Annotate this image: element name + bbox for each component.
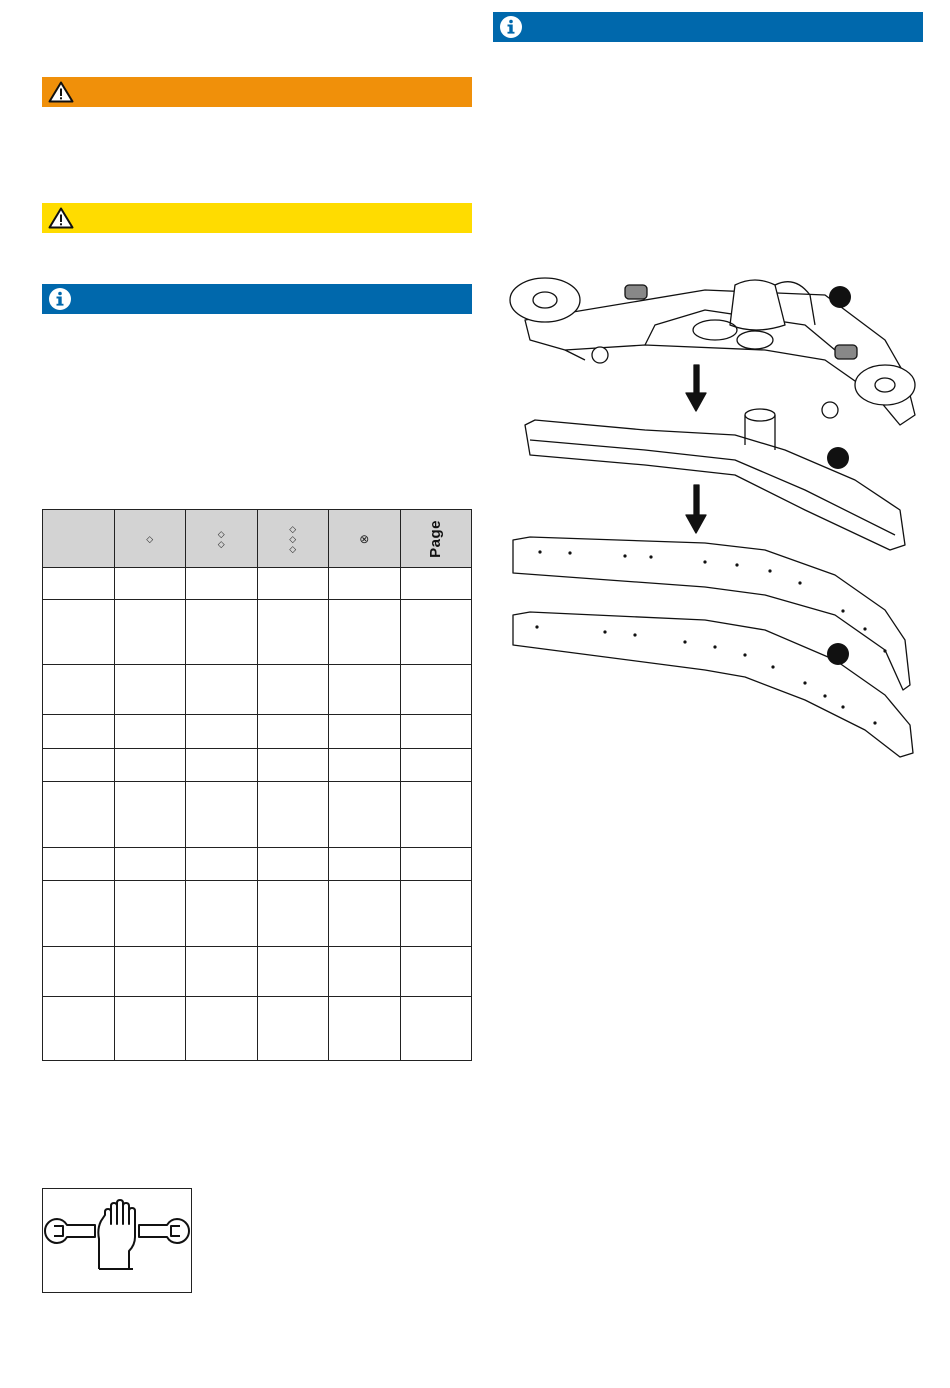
warning-triangle-icon <box>48 81 74 103</box>
table-row <box>43 749 472 782</box>
header-page: Page <box>400 510 472 568</box>
table-row <box>43 600 472 665</box>
callout-marker-2 <box>827 447 849 469</box>
info-circle-icon <box>499 15 523 39</box>
callout-marker-1 <box>829 286 851 308</box>
table-row <box>43 947 472 997</box>
table-row <box>43 665 472 715</box>
header-sym-weekly: ◇ ◇ <box>186 510 258 568</box>
gloves-spanners-icon <box>43 1189 191 1292</box>
header-sym-daily: ◇ <box>114 510 186 568</box>
protective-gloves-box <box>42 1188 192 1293</box>
down-arrow-1 <box>686 365 706 411</box>
caution-bar <box>42 203 472 233</box>
down-arrow-2 <box>686 485 706 533</box>
table-row <box>43 997 472 1061</box>
header-sym-service: ⊗ <box>329 510 401 568</box>
table-row <box>43 715 472 749</box>
header-sym-monthly: ◇ ◇ ◇ <box>257 510 329 568</box>
table-row <box>43 568 472 600</box>
table-row <box>43 881 472 947</box>
info-bar-top-right <box>493 12 923 42</box>
table-row <box>43 848 472 881</box>
squeegee-blade-rear-drawing <box>513 612 913 757</box>
warning-bar <box>42 77 472 107</box>
table-header-row <box>43 510 472 568</box>
caution-triangle-icon <box>48 207 74 229</box>
maintenance-table <box>42 509 472 1061</box>
header-task-cell <box>43 510 115 568</box>
info-bar-left <box>42 284 472 314</box>
squeegee-body-drawing <box>525 409 905 550</box>
squeegee-exploded-diagram <box>505 265 925 765</box>
callout-marker-3 <box>827 643 849 665</box>
table-row <box>43 782 472 848</box>
info-circle-icon <box>48 287 72 311</box>
squeegee-frame-drawing <box>510 278 915 425</box>
